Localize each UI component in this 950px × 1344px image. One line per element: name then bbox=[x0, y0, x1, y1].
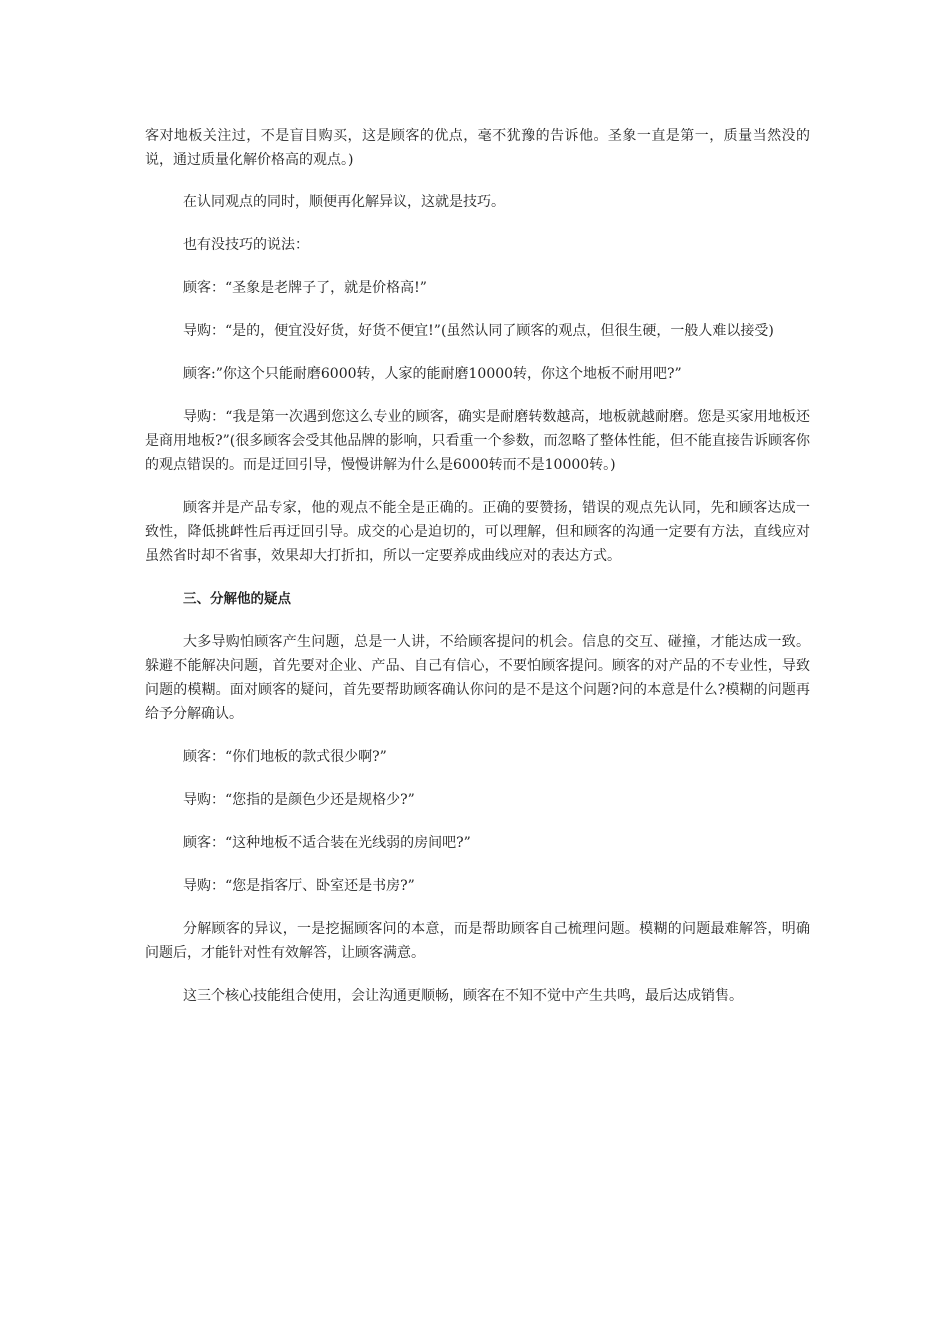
dialogue-customer-3: 顾客：“你们地板的款式很少啊?” bbox=[183, 749, 387, 765]
document-body bbox=[145, 124, 810, 1008]
section-heading-3: 三、分解他的疑点 bbox=[183, 591, 291, 607]
dialogue-customer-2: 顾客:”你这个只能耐磨6000转，人家的能耐磨10000转，你这个地板不耐用吧?” bbox=[183, 366, 682, 382]
dialogue-guide-4: 导购：“您是指客厅、卧室还是书房?” bbox=[183, 878, 415, 894]
paragraph-conclusion: 这三个核心技能组合使用，会让沟通更顺畅，顾客在不知不觉中产生共鸣，最后达成销售。 bbox=[183, 988, 743, 1004]
dialogue-guide-1: 导购：“是的，便宜没好货，好货不便宜!”(虽然认同了顾客的观点，但很生硬，一般人难以接受) bbox=[183, 323, 774, 339]
dialogue-guide-2: 导购：“我是第一次遇到您这么专业的顾客，确实是耐磨转数越高，地板就越耐磨。您是买家用地板还是商用地板?”(很多顾客会受其他品牌的影响，只看重一个参数，而忽略了整体性能，但不能直接告诉顾客你的观点错误的。而是迂回引导，慢慢讲解为什么是6000转而不是10000转。) bbox=[145, 409, 810, 473]
paragraph-questions: 大多导购怕顾客产生问题，总是一人讲，不给顾客提问的机会。信息的交互、碰撞，才能达成一致。躲避不能解决问题，首先要对企业、产品、自己有信心，不要怕顾客提问。顾客的对产品的不专业性，导致问题的模糊。面对顾客的疑问，首先要帮助顾客确认你问的是不是这个问题?问的本意是什么?模糊的问题再给予分解确认。 bbox=[145, 634, 810, 722]
paragraph-continuation: 客对地板关注过，不是盲目购买，这是顾客的优点，毫不犹豫的告诉他。圣象一直是第一，质量当然没的说，通过质量化解价格高的观点。) bbox=[145, 128, 810, 168]
paragraph-customer-not-expert: 顾客并是产品专家，他的观点不能全是正确的。正确的要赞扬，错误的观点先认同，先和顾客达成一致性，降低挑衅性后再迂回引导。成交的心是迫切的，可以理解，但和顾客的沟通一定要有方法，直线应对虽然省时却不省事，效果却大打折扣，所以一定要养成曲线应对的表达方式。 bbox=[145, 500, 810, 564]
dialogue-customer-4: 顾客：“这种地板不适合装在光线弱的房间吧?” bbox=[183, 835, 471, 851]
paragraph-decompose: 分解顾客的异议，一是挖掘顾客问的本意，而是帮助顾客自己梳理问题。模糊的问题最难解答，明确问题后，才能针对性有效解答，让顾客满意。 bbox=[145, 921, 810, 961]
dialogue-customer-1: 顾客：“圣象是老牌子了，就是价格高!” bbox=[183, 280, 427, 296]
paragraph-no-technique-intro: 也有没技巧的说法： bbox=[183, 237, 309, 253]
dialogue-guide-3: 导购：“您指的是颜色少还是规格少?” bbox=[183, 792, 415, 808]
paragraph-technique: 在认同观点的同时，顺便再化解异议，这就是技巧。 bbox=[183, 194, 505, 210]
